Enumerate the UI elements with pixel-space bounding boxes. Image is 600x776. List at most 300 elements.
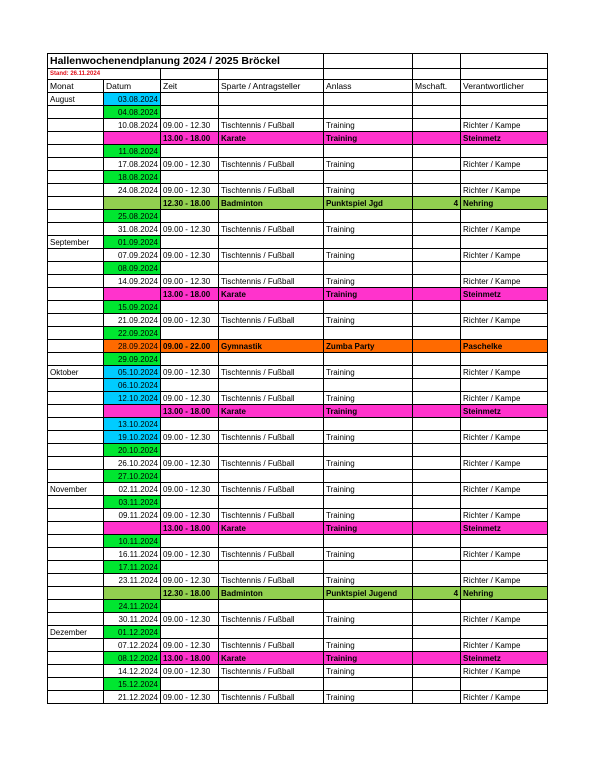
table-row [48,496,548,509]
anlass-cell [324,561,413,574]
mschaft-cell [413,249,461,262]
date-cell: 13.10.2024 [104,418,161,431]
time-cell [161,444,219,457]
verantwortlicher-cell: Richter / Kampe [461,613,548,626]
table-row [48,145,548,158]
anlass-cell [324,301,413,314]
table-row [48,470,548,483]
month-cell [48,327,104,340]
sparte-cell: Tischtennis / Fußball [219,366,324,379]
header-monat: Monat [48,80,104,93]
time-cell [161,210,219,223]
empty-cell [161,69,219,80]
month-cell [48,301,104,314]
table-row [48,379,548,392]
sparte-cell: Karate [219,652,324,665]
table-row [48,678,548,691]
verantwortlicher-cell: Richter / Kampe [461,184,548,197]
table-row [48,327,548,340]
verantwortlicher-cell: Richter / Kampe [461,574,548,587]
mschaft-cell [413,496,461,509]
sparte-cell [219,301,324,314]
date-cell: 24.08.2024 [104,184,161,197]
date-cell: 01.12.2024 [104,626,161,639]
month-cell [48,392,104,405]
empty-cell [324,69,413,80]
sparte-cell: Gymnastik [219,340,324,353]
empty-cell [461,69,548,80]
sparte-cell: Tischtennis / Fußball [219,184,324,197]
table-row [48,236,548,249]
mschaft-cell [413,171,461,184]
sparte-cell [219,535,324,548]
time-cell: 09.00 - 12.30 [161,249,219,262]
month-cell: Oktober [48,366,104,379]
header-row [48,80,548,93]
mschaft-cell [413,561,461,574]
time-cell [161,262,219,275]
anlass-cell [324,418,413,431]
verantwortlicher-cell: Nehring [461,197,548,210]
mschaft-cell [413,275,461,288]
verantwortlicher-cell: Richter / Kampe [461,639,548,652]
header-datum: Datum [104,80,161,93]
mschaft-cell [413,665,461,678]
table-row [48,431,548,444]
month-cell [48,353,104,366]
table-row [48,691,548,704]
verantwortlicher-cell: Richter / Kampe [461,275,548,288]
sparte-cell: Tischtennis / Fußball [219,223,324,236]
month-cell [48,275,104,288]
time-cell: 09.00 - 12.30 [161,184,219,197]
title-row [48,54,548,69]
time-cell: 09.00 - 12.30 [161,392,219,405]
table-body [48,54,548,704]
table-row [48,119,548,132]
mschaft-cell [413,340,461,353]
sparte-cell: Tischtennis / Fußball [219,574,324,587]
verantwortlicher-cell: Paschelke [461,340,548,353]
table-row [48,587,548,600]
mschaft-cell [413,626,461,639]
table-row [48,366,548,379]
verantwortlicher-cell: Richter / Kampe [461,249,548,262]
verantwortlicher-cell [461,626,548,639]
verantwortlicher-cell: Richter / Kampe [461,158,548,171]
sparte-cell: Tischtennis / Fußball [219,457,324,470]
month-cell: August [48,93,104,106]
anlass-cell: Training [324,613,413,626]
anlass-cell: Training [324,652,413,665]
sparte-cell [219,327,324,340]
verantwortlicher-cell [461,262,548,275]
date-cell: 16.11.2024 [104,548,161,561]
sparte-cell: Tischtennis / Fußball [219,249,324,262]
planning-table [47,53,548,704]
table-row [48,392,548,405]
anlass-cell: Training [324,314,413,327]
mschaft-cell [413,288,461,301]
sparte-cell [219,210,324,223]
anlass-cell [324,535,413,548]
mschaft-cell [413,314,461,327]
table-row [48,509,548,522]
verantwortlicher-cell [461,535,548,548]
header-zeit: Zeit [161,80,219,93]
verantwortlicher-cell: Steinmetz [461,132,548,145]
verantwortlicher-cell: Steinmetz [461,405,548,418]
anlass-cell [324,236,413,249]
verantwortlicher-cell: Richter / Kampe [461,457,548,470]
month-cell [48,262,104,275]
anlass-cell: Training [324,184,413,197]
table-row [48,301,548,314]
mschaft-cell [413,509,461,522]
anlass-cell [324,678,413,691]
month-cell [48,132,104,145]
time-cell [161,171,219,184]
month-cell [48,600,104,613]
table-row [48,665,548,678]
mschaft-cell [413,236,461,249]
month-cell: September [48,236,104,249]
time-cell: 13.00 - 18.00 [161,522,219,535]
verantwortlicher-cell [461,353,548,366]
table-row [48,132,548,145]
anlass-cell [324,210,413,223]
mschaft-cell [413,470,461,483]
month-cell [48,314,104,327]
anlass-cell: Training [324,431,413,444]
date-cell: 10.08.2024 [104,119,161,132]
sparte-cell: Tischtennis / Fußball [219,158,324,171]
table-row [48,626,548,639]
month-cell [48,613,104,626]
anlass-cell: Training [324,483,413,496]
sparte-cell: Karate [219,288,324,301]
month-cell [48,509,104,522]
mschaft-cell [413,405,461,418]
sparte-cell [219,626,324,639]
date-cell: 07.09.2024 [104,249,161,262]
date-cell: 15.09.2024 [104,301,161,314]
verantwortlicher-cell [461,470,548,483]
mschaft-cell [413,379,461,392]
anlass-cell: Training [324,457,413,470]
verantwortlicher-cell [461,418,548,431]
anlass-cell: Training [324,522,413,535]
empty-cell [324,54,413,69]
sparte-cell [219,145,324,158]
date-cell: 05.10.2024 [104,366,161,379]
sparte-cell [219,106,324,119]
time-cell: 12.30 - 18.00 [161,587,219,600]
date-cell: 25.08.2024 [104,210,161,223]
table-row [48,275,548,288]
sparte-cell: Karate [219,522,324,535]
month-cell [48,561,104,574]
verantwortlicher-cell: Richter / Kampe [461,483,548,496]
time-cell [161,236,219,249]
month-cell [48,249,104,262]
anlass-cell: Training [324,405,413,418]
mschaft-cell [413,210,461,223]
verantwortlicher-cell: Richter / Kampe [461,119,548,132]
time-cell: 09.00 - 12.30 [161,691,219,704]
time-cell: 09.00 - 12.30 [161,665,219,678]
date-cell: 12.10.2024 [104,392,161,405]
month-cell [48,171,104,184]
header-verantwortlicher: Verantwortlicher [461,80,548,93]
table-row [48,340,548,353]
table-row [48,613,548,626]
anlass-cell [324,600,413,613]
month-cell: Dezember [48,626,104,639]
anlass-cell: Training [324,509,413,522]
verantwortlicher-cell: Steinmetz [461,652,548,665]
month-cell [48,639,104,652]
date-cell: 14.12.2024 [104,665,161,678]
verantwortlicher-cell [461,678,548,691]
time-cell: 09.00 - 12.30 [161,275,219,288]
verantwortlicher-cell: Richter / Kampe [461,366,548,379]
verantwortlicher-cell [461,301,548,314]
time-cell [161,678,219,691]
table-row [48,106,548,119]
anlass-cell: Training [324,288,413,301]
month-cell [48,158,104,171]
time-cell: 09.00 - 12.30 [161,223,219,236]
sparte-cell: Karate [219,405,324,418]
month-cell [48,288,104,301]
mschaft-cell [413,691,461,704]
sparte-cell: Tischtennis / Fußball [219,483,324,496]
table-row [48,158,548,171]
table-row [48,535,548,548]
table-row [48,522,548,535]
time-cell: 09.00 - 12.30 [161,548,219,561]
header-mschaft: Mschaft. [413,80,461,93]
verantwortlicher-cell: Nehring [461,587,548,600]
time-cell: 09.00 - 12.30 [161,574,219,587]
sparte-cell: Badminton [219,587,324,600]
sparte-cell: Tischtennis / Fußball [219,275,324,288]
date-cell [104,587,161,600]
sparte-cell [219,353,324,366]
date-cell [104,288,161,301]
time-cell [161,626,219,639]
anlass-cell [324,145,413,158]
verantwortlicher-cell: Richter / Kampe [461,314,548,327]
anlass-cell: Training [324,223,413,236]
verantwortlicher-cell [461,327,548,340]
sparte-cell [219,600,324,613]
time-cell: 09.00 - 22.00 [161,340,219,353]
mschaft-cell [413,223,461,236]
sparte-cell [219,470,324,483]
date-cell: 30.11.2024 [104,613,161,626]
table-row [48,561,548,574]
month-cell [48,405,104,418]
mschaft-cell [413,431,461,444]
table-row [48,210,548,223]
stand-date: Stand: 26.11.2024 [48,69,161,80]
anlass-cell: Training [324,574,413,587]
date-cell: 29.09.2024 [104,353,161,366]
sparte-cell: Tischtennis / Fußball [219,548,324,561]
mschaft-cell [413,366,461,379]
date-cell: 18.08.2024 [104,171,161,184]
time-cell: 13.00 - 18.00 [161,405,219,418]
anlass-cell: Training [324,132,413,145]
month-cell [48,197,104,210]
time-cell [161,600,219,613]
verantwortlicher-cell [461,210,548,223]
table-row [48,353,548,366]
time-cell [161,379,219,392]
mschaft-cell [413,184,461,197]
time-cell: 09.00 - 12.30 [161,483,219,496]
sparte-cell [219,236,324,249]
table-row [48,548,548,561]
anlass-cell: Training [324,158,413,171]
table-row [48,405,548,418]
month-cell [48,535,104,548]
verantwortlicher-cell [461,379,548,392]
time-cell: 09.00 - 12.30 [161,613,219,626]
anlass-cell: Training [324,548,413,561]
time-cell [161,470,219,483]
table-row [48,197,548,210]
date-cell: 08.12.2024 [104,652,161,665]
month-cell [48,522,104,535]
sparte-cell: Tischtennis / Fußball [219,509,324,522]
month-cell [48,665,104,678]
mschaft-cell [413,639,461,652]
time-cell: 09.00 - 12.30 [161,509,219,522]
date-cell: 04.08.2024 [104,106,161,119]
mschaft-cell: 4 [413,197,461,210]
mschaft-cell [413,301,461,314]
date-cell: 23.11.2024 [104,574,161,587]
anlass-cell: Training [324,366,413,379]
month-cell [48,184,104,197]
anlass-cell: Training [324,275,413,288]
table-row [48,444,548,457]
empty-cell [413,69,461,80]
month-cell [48,678,104,691]
mschaft-cell [413,93,461,106]
month-cell: November [48,483,104,496]
anlass-cell [324,626,413,639]
stand-row [48,69,548,80]
date-cell: 28.09.2024 [104,340,161,353]
date-cell: 06.10.2024 [104,379,161,392]
mschaft-cell [413,262,461,275]
sparte-cell: Tischtennis / Fußball [219,639,324,652]
date-cell: 10.11.2024 [104,535,161,548]
sparte-cell [219,418,324,431]
month-cell [48,548,104,561]
anlass-cell [324,171,413,184]
anlass-cell: Zumba Party [324,340,413,353]
sparte-cell: Tischtennis / Fußball [219,431,324,444]
table-row [48,314,548,327]
mschaft-cell [413,457,461,470]
time-cell: 09.00 - 12.30 [161,431,219,444]
mschaft-cell [413,106,461,119]
mschaft-cell [413,613,461,626]
sparte-cell [219,171,324,184]
date-cell: 15.12.2024 [104,678,161,691]
month-cell [48,340,104,353]
verantwortlicher-cell: Richter / Kampe [461,665,548,678]
mschaft-cell [413,548,461,561]
sheet-title: Hallenwochenendplanung 2024 / 2025 Bröckel [48,54,324,69]
verantwortlicher-cell: Richter / Kampe [461,548,548,561]
mschaft-cell [413,444,461,457]
time-cell [161,301,219,314]
time-cell: 09.00 - 12.30 [161,314,219,327]
empty-cell [413,54,461,69]
month-cell [48,496,104,509]
table-row [48,483,548,496]
time-cell: 13.00 - 18.00 [161,288,219,301]
time-cell [161,106,219,119]
verantwortlicher-cell: Richter / Kampe [461,691,548,704]
table-row [48,184,548,197]
sparte-cell: Tischtennis / Fußball [219,392,324,405]
sparte-cell: Tischtennis / Fußball [219,613,324,626]
anlass-cell: Punktspiel Jgd [324,197,413,210]
anlass-cell [324,327,413,340]
mschaft-cell [413,678,461,691]
sparte-cell [219,379,324,392]
month-cell [48,210,104,223]
mschaft-cell [413,353,461,366]
mschaft-cell [413,535,461,548]
sparte-cell [219,561,324,574]
date-cell: 21.12.2024 [104,691,161,704]
sparte-cell: Tischtennis / Fußball [219,314,324,327]
anlass-cell: Training [324,119,413,132]
month-cell [48,223,104,236]
anlass-cell: Training [324,249,413,262]
table-row [48,223,548,236]
mschaft-cell [413,327,461,340]
date-cell: 03.08.2024 [104,93,161,106]
anlass-cell: Training [324,665,413,678]
time-cell: 13.00 - 18.00 [161,132,219,145]
date-cell: 03.11.2024 [104,496,161,509]
table-row [48,249,548,262]
month-cell [48,691,104,704]
time-cell: 12.30 - 18.00 [161,197,219,210]
verantwortlicher-cell: Richter / Kampe [461,509,548,522]
verantwortlicher-cell [461,236,548,249]
mschaft-cell [413,600,461,613]
table-row [48,600,548,613]
date-cell: 19.10.2024 [104,431,161,444]
date-cell [104,522,161,535]
time-cell [161,145,219,158]
table-row [48,171,548,184]
time-cell: 09.00 - 12.30 [161,119,219,132]
header-anlass: Anlass [324,80,413,93]
verantwortlicher-cell [461,171,548,184]
date-cell: 22.09.2024 [104,327,161,340]
